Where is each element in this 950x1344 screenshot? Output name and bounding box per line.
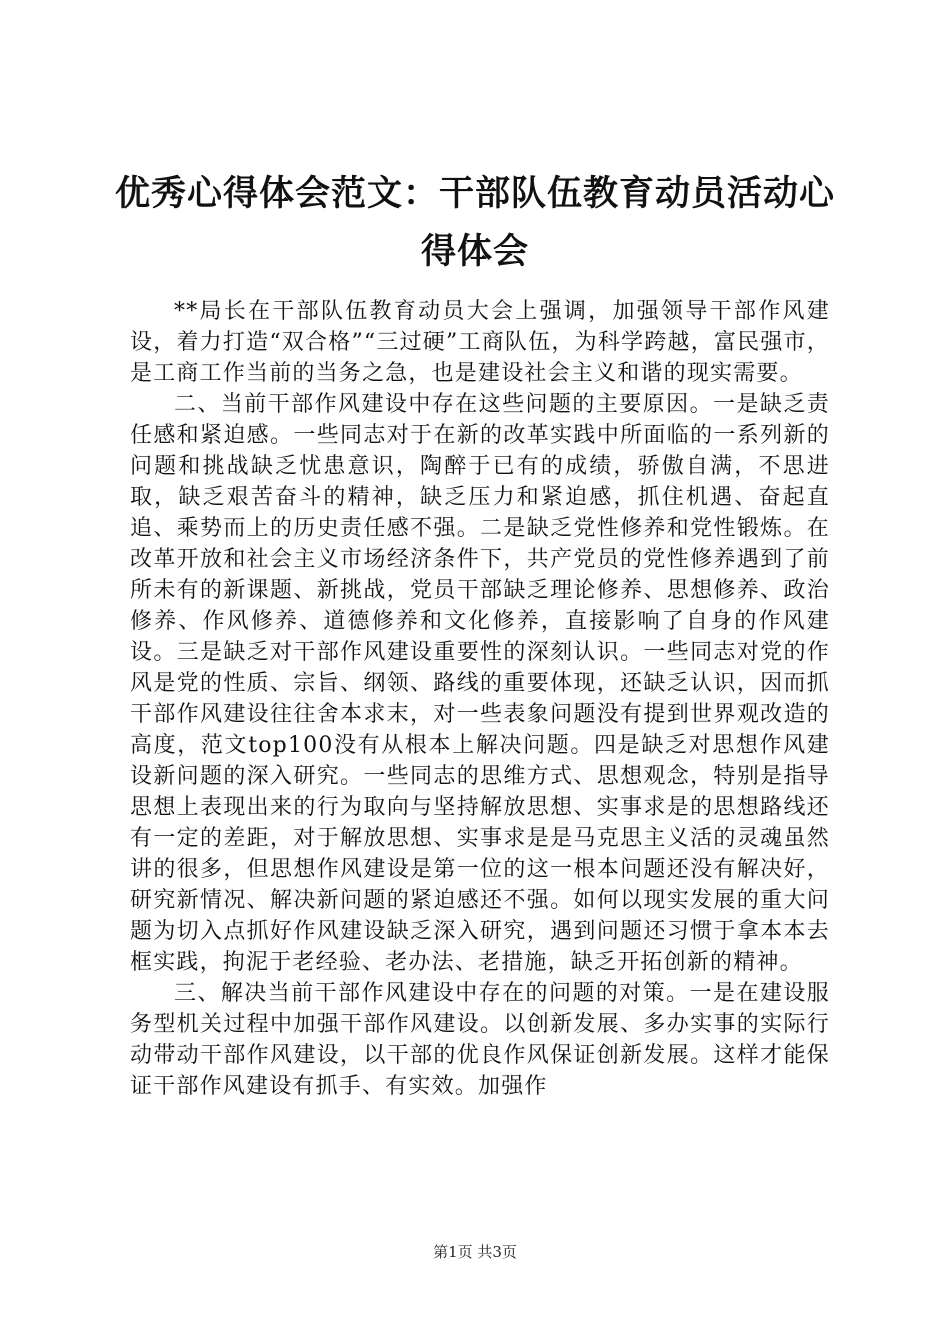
paragraph-intro: **局长在干部队伍教育动员大会上强调，加强领导干部作风建设，着力打造“双合格”“三过硬”工商队伍，为科学跨越，富民强市，是工商工作当前的当务之急，也是建设社会主义和谐的现实需要。 bbox=[130, 299, 830, 386]
document-body bbox=[130, 296, 830, 1102]
document-title: 优秀心得体会范文：干部队伍教育动员活动心得体会 bbox=[114, 174, 835, 272]
paragraph-countermeasures: 三、解决当前干部作风建设中存在的问题的对策。一是在建设服务型机关过程中加强干部作风建设。以创新发展、多办实事的实际行动带动干部作风建设，以干部的优良作风保证创新发展。这样才能保证干部作风建设有抓手、有实效。加强作 bbox=[130, 981, 830, 1099]
page-number-footer: 第1页 共3页 bbox=[433, 1243, 517, 1261]
paragraph-causes: 二、当前干部作风建设中存在这些问题的主要原因。一是缺乏责任感和紧迫感。一些同志对于在新的改革实践中所面临的一系列新的问题和挑战缺乏忧患意识，陶醉于已有的成绩，骄傲自满，不思进取，缺乏艰苦奋斗的精神，缺乏压力和紧迫感，抓住机遇、奋起直追、乘势而上的历史责任感不强。二是缺乏党性修养和党性锻炼。在改革开放和社会主义市场经济条件下，共产党员的党性修养遇到了前所未有的新课题、新挑战，党员干部缺乏理论修养、思想修养、政治修养、作风修养、道德修养和文化修养，直接影响了自身的作风建设。三是缺乏对干部作风建设重要性的深刻认识。一些同志对党的作风是党的性质、宗旨、纲领、路线的重要体现，还缺乏认识，因而抓干部作风建设往往舍本求末，对一些表象问题没有提到世界观改造的高度，范文top100没有从根本上解决问题。四是缺乏对思想作风建设新问题的深入研究。一些同志的思维方式、思想观念，特别是指导思想上表现出来的行为取向与坚持解放思想、实事求是的思想路线还有一定的差距，对于解放思想、实事求是是马克思主义活的灵魂虽然讲的很多，但思想作风建设是第一位的这一根本问题还没有解决好，研究新情况、解决新问题的紧迫感还不强。如何以现实发展的重大问题为切入点抓好作风建设缺乏深入研究，遇到问题还习惯于拿本本去框实践，拘泥于老经验、老办法、老措施，缺乏开拓创新的精神。 bbox=[130, 392, 830, 975]
